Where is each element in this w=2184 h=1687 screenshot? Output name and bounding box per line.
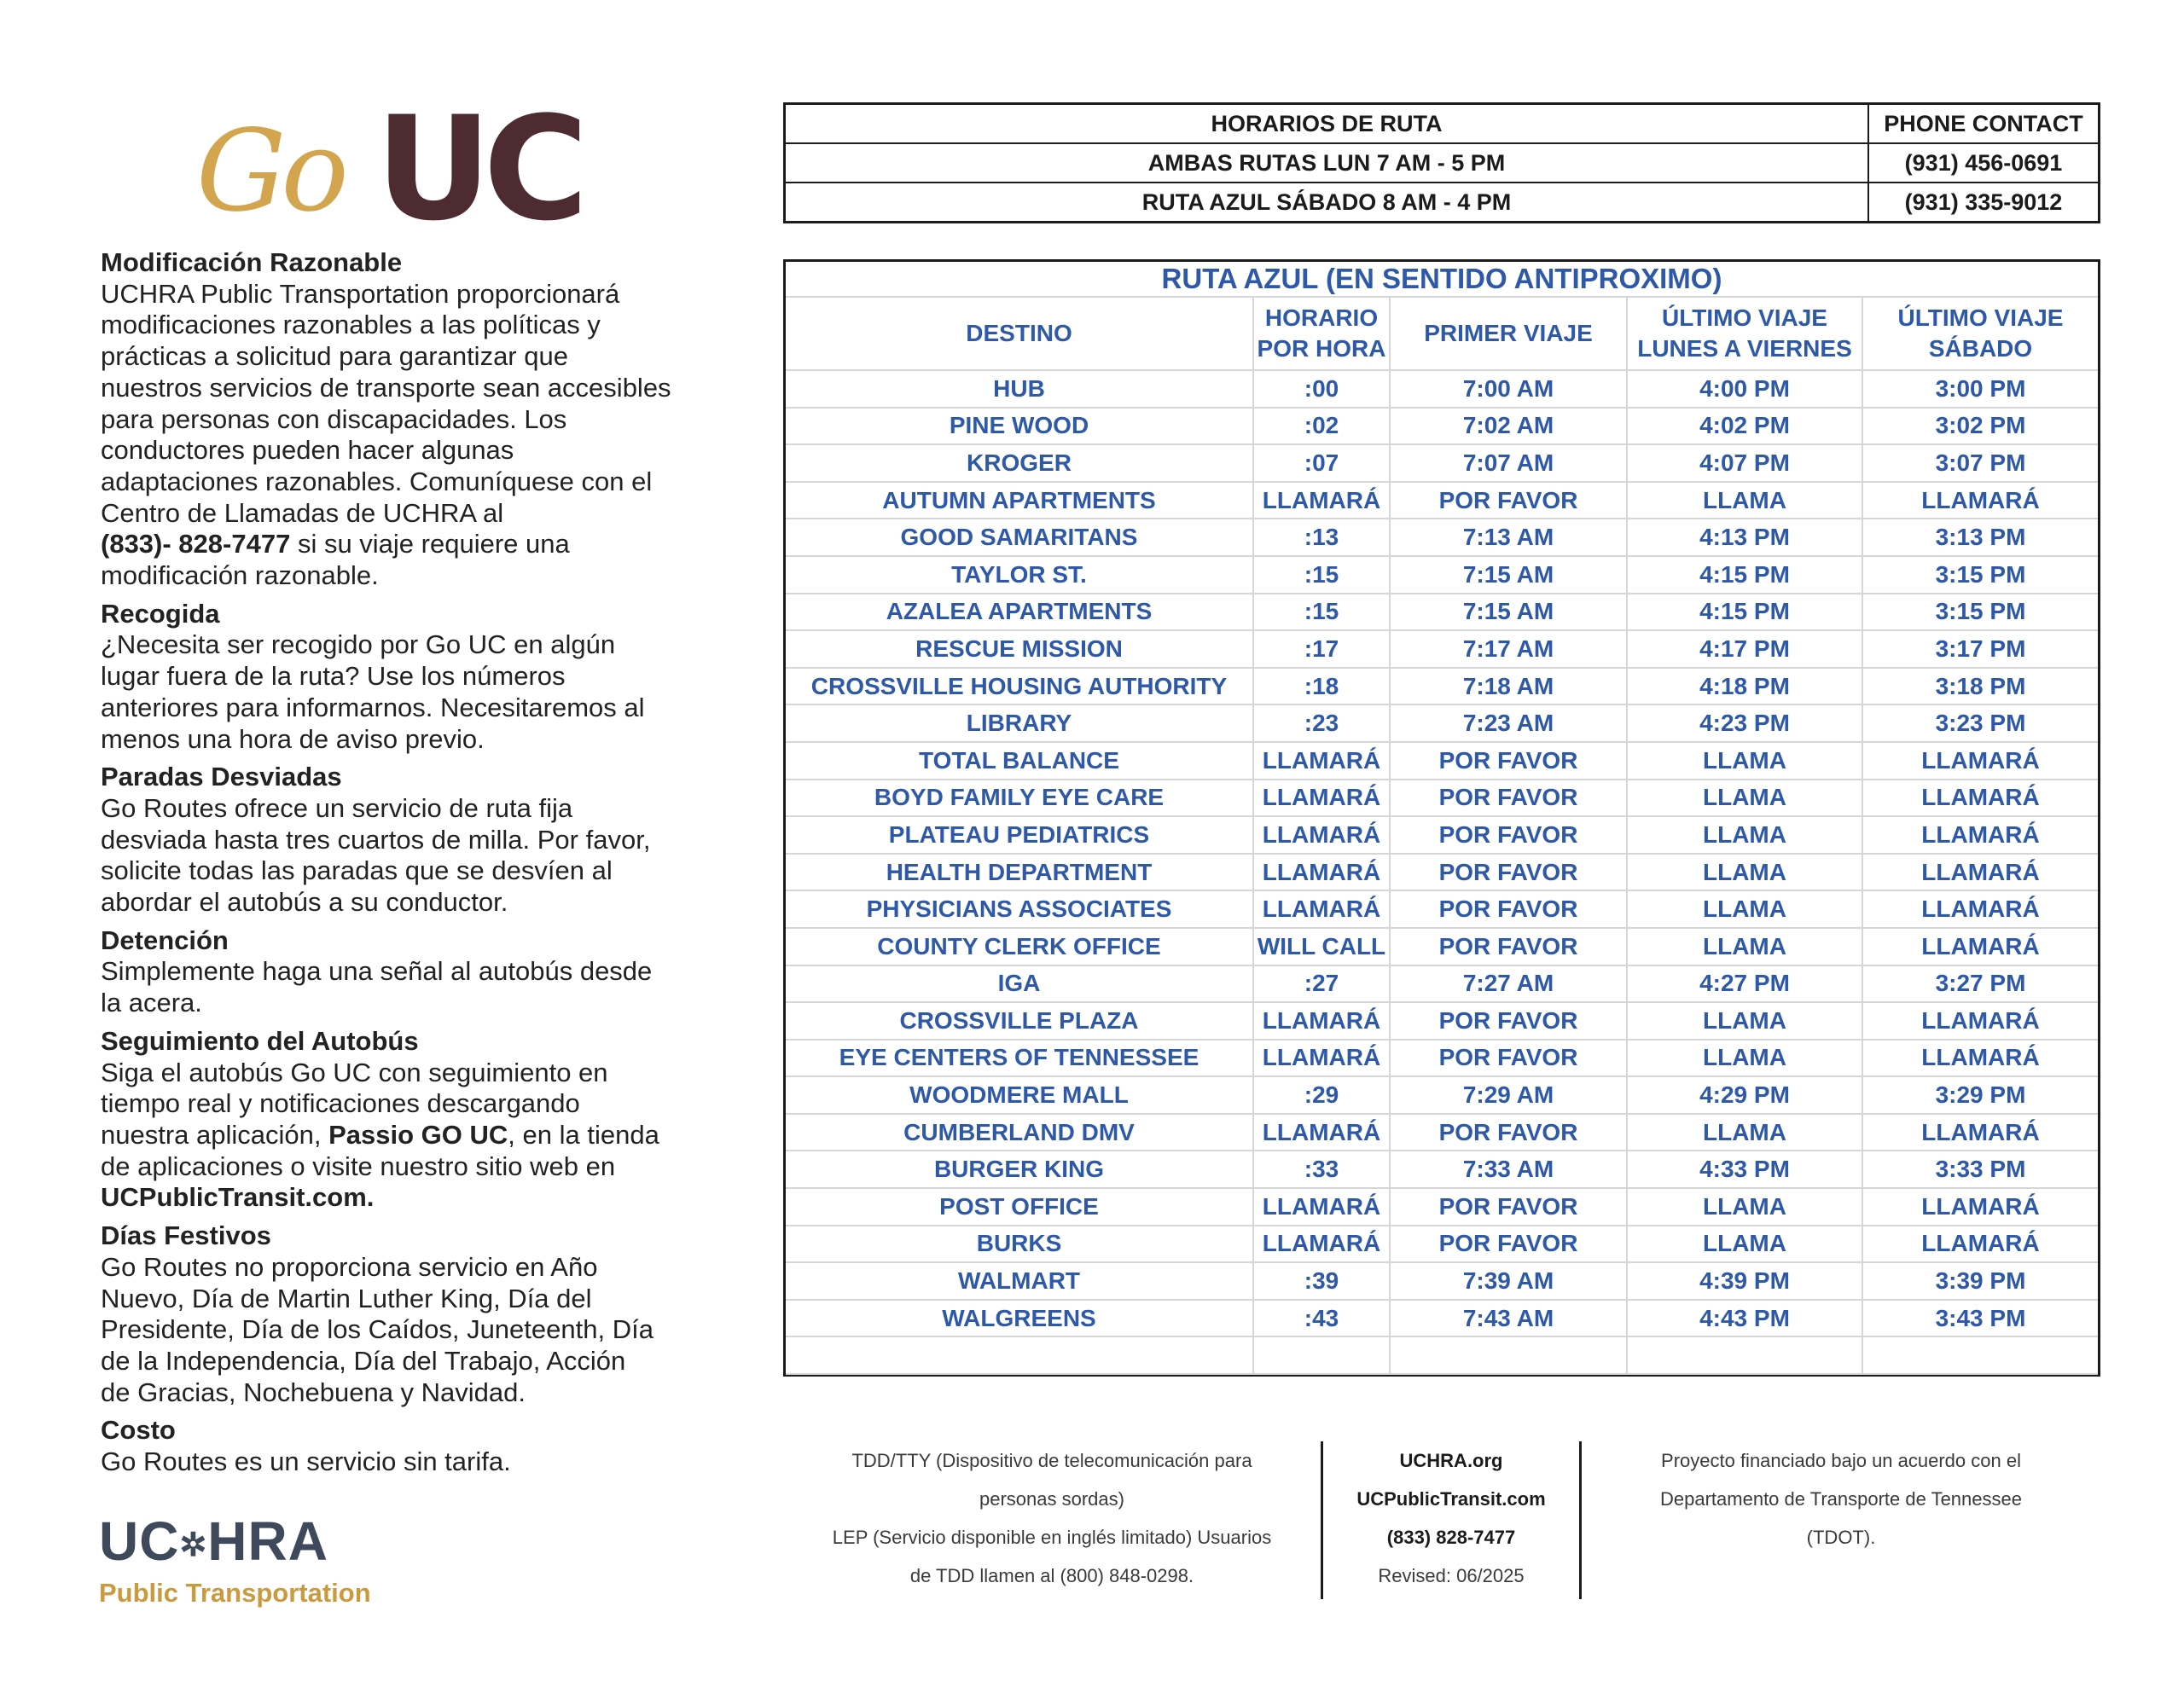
- last-trip-saturday: LLAMARÁ: [1862, 1188, 2098, 1226]
- stop-name: EYE CENTERS OF TENNESSEE: [786, 1040, 1253, 1077]
- stop-name: [786, 1336, 1253, 1374]
- app-name: Passio GO UC: [328, 1119, 508, 1150]
- table-row: [786, 965, 2098, 1003]
- section-line: modificaciones razonables a las políticas y: [101, 310, 601, 340]
- table-row: [786, 668, 2098, 705]
- table-row: [786, 594, 2098, 631]
- section-line: nuestros servicios de transporte sean accesibles: [101, 372, 671, 403]
- route-title: RUTA AZUL (EN SENTIDO ANTIPROXIMO): [786, 262, 2098, 297]
- first-trip: 7:29 AM: [1390, 1076, 1627, 1114]
- stop-name: RESCUE MISSION: [786, 630, 1253, 668]
- last-trip-weekday: 4:00 PM: [1627, 370, 1862, 408]
- first-trip: POR FAVOR: [1390, 890, 1627, 928]
- stop-name: HEALTH DEPARTMENT: [786, 854, 1253, 891]
- route-table-frame: [783, 259, 2100, 1377]
- stop-name: WALGREENS: [786, 1300, 1253, 1337]
- section-line: Simplemente haga una señal al autobús desde: [101, 956, 653, 987]
- footer-contact: [1321, 1441, 1582, 1599]
- transit-website-link[interactable]: UCPublicTransit.com: [1356, 1488, 1546, 1510]
- first-trip: POR FAVOR: [1390, 1114, 1627, 1151]
- last-trip-weekday: 4:43 PM: [1627, 1300, 1862, 1337]
- last-trip-saturday: LLAMARÁ: [1862, 742, 2098, 780]
- section-modificacion: [101, 247, 736, 592]
- hourly-time: :33: [1253, 1151, 1390, 1188]
- last-trip-weekday: LLAMA: [1627, 1002, 1862, 1040]
- table-row: [786, 519, 2098, 556]
- hourly-time: :00: [1253, 370, 1390, 408]
- section-line: adaptaciones razonables. Comuníquese con el: [101, 466, 653, 496]
- hourly-time: LLAMARÁ: [1253, 854, 1390, 891]
- header-line: ÚLTIMO VIAJE: [1897, 304, 2064, 331]
- stop-name: TOTAL BALANCE: [786, 742, 1253, 780]
- stop-name: POST OFFICE: [786, 1188, 1253, 1226]
- section-line: la acera.: [101, 988, 202, 1018]
- stop-name: HUB: [786, 370, 1253, 408]
- last-trip-weekday: 4:15 PM: [1627, 556, 1862, 594]
- table-row: [786, 1188, 2098, 1226]
- route-column-header: [786, 297, 1253, 370]
- route-header-row: [786, 297, 2098, 370]
- hourly-time: LLAMARÁ: [1253, 890, 1390, 928]
- hourly-time: LLAMARÁ: [1253, 482, 1390, 519]
- first-trip: POR FAVOR: [1390, 816, 1627, 854]
- section-line: Nuevo, Día de Martin Luther King, Día del: [101, 1283, 592, 1313]
- table-row: [786, 1076, 2098, 1114]
- first-trip: POR FAVOR: [1390, 482, 1627, 519]
- last-trip-saturday: 3:15 PM: [1862, 556, 2098, 594]
- last-trip-weekday: 4:15 PM: [1627, 594, 1862, 631]
- section-line: Go Routes ofrece un servicio de ruta fija: [101, 792, 573, 823]
- header-line: POR HORA: [1257, 335, 1386, 362]
- first-trip: POR FAVOR: [1390, 1226, 1627, 1263]
- section-line: ¿Necesita ser recogido por Go UC en algún: [101, 629, 616, 660]
- hours-row: [785, 143, 2100, 183]
- section-line: conductores pueden hacer algunas: [101, 435, 514, 466]
- hourly-time: :15: [1253, 594, 1390, 631]
- hourly-time: :43: [1253, 1300, 1390, 1337]
- first-trip: 7:17 AM: [1390, 630, 1627, 668]
- last-trip-weekday: [1627, 1336, 1862, 1374]
- stop-name: PHYSICIANS ASSOCIATES: [786, 890, 1253, 928]
- section-line: Presidente, Día de los Caídos, Juneteenth, Día: [101, 1314, 653, 1345]
- last-trip-weekday: LLAMA: [1627, 1188, 1862, 1226]
- footer-accessibility: [783, 1441, 1321, 1595]
- last-trip-saturday: 3:39 PM: [1862, 1262, 2098, 1300]
- section-heading: Detención: [101, 925, 229, 955]
- last-trip-saturday: LLAMARÁ: [1862, 928, 2098, 965]
- section-line: Go Routes es un servicio sin tarifa.: [101, 1446, 511, 1477]
- last-trip-weekday: LLAMA: [1627, 890, 1862, 928]
- stop-name: WOODMERE MALL: [786, 1076, 1253, 1114]
- section-heading: Costo: [101, 1415, 176, 1446]
- first-trip: 7:27 AM: [1390, 965, 1627, 1003]
- table-row: [786, 630, 2098, 668]
- stop-name: PINE WOOD: [786, 408, 1253, 445]
- first-trip: [1390, 1336, 1627, 1374]
- hourly-time: :27: [1253, 965, 1390, 1003]
- first-trip: 7:13 AM: [1390, 519, 1627, 556]
- first-trip: 7:18 AM: [1390, 668, 1627, 705]
- section-heading: Seguimiento del Autobús: [101, 1025, 419, 1056]
- revised-date: Revised: 06/2025: [1378, 1565, 1525, 1586]
- last-trip-saturday: 3:07 PM: [1862, 444, 2098, 482]
- hourly-time: LLAMARÁ: [1253, 1226, 1390, 1263]
- section-line: [101, 1182, 736, 1214]
- uchra-subtitle: Public Transportation: [99, 1578, 371, 1609]
- footer-line: de TDD llamen al (800) 848-0298.: [909, 1565, 1194, 1586]
- phone-rest: si su viaje requiere una: [290, 529, 570, 559]
- hourly-time: :17: [1253, 630, 1390, 668]
- first-trip: 7:33 AM: [1390, 1151, 1627, 1188]
- section-paradas: [101, 762, 736, 919]
- route-column-header: [1253, 297, 1390, 370]
- footer-line: personas sordas): [979, 1488, 1124, 1510]
- first-trip: POR FAVOR: [1390, 928, 1627, 965]
- last-trip-saturday: LLAMARÁ: [1862, 816, 2098, 854]
- last-trip-saturday: 3:27 PM: [1862, 965, 2098, 1003]
- last-trip-saturday: 3:29 PM: [1862, 1076, 2098, 1114]
- last-trip-weekday: LLAMA: [1627, 1226, 1862, 1263]
- table-row: [786, 704, 2098, 742]
- stop-name: TAYLOR ST.: [786, 556, 1253, 594]
- hourly-time: :07: [1253, 444, 1390, 482]
- last-trip-weekday: 4:02 PM: [1627, 408, 1862, 445]
- hourly-time: LLAMARÁ: [1253, 1002, 1390, 1040]
- section-heading: Recogida: [101, 598, 220, 629]
- last-trip-weekday: 4:17 PM: [1627, 630, 1862, 668]
- hours-label: RUTA AZUL SÁBADO 8 AM - 4 PM: [785, 183, 1869, 223]
- footer-line: LEP (Servicio disponible en inglés limitado) Usuarios: [832, 1527, 1272, 1548]
- hourly-time: :02: [1253, 408, 1390, 445]
- section-line: de Gracias, Nochebuena y Navidad.: [101, 1377, 526, 1407]
- header-line: DESTINO: [966, 320, 1072, 346]
- first-trip: POR FAVOR: [1390, 1188, 1627, 1226]
- route-column-header: [1862, 297, 2098, 370]
- uchra-left: UC: [99, 1510, 180, 1572]
- call-center-phone: (833)- 828-7477: [101, 529, 291, 559]
- table-row: [786, 556, 2098, 594]
- last-trip-weekday: LLAMA: [1627, 742, 1862, 780]
- first-trip: 7:23 AM: [1390, 704, 1627, 742]
- table-row: [786, 1300, 2098, 1337]
- last-trip-saturday: [1862, 1336, 2098, 1374]
- first-trip: 7:07 AM: [1390, 444, 1627, 482]
- first-trip: 7:00 AM: [1390, 370, 1627, 408]
- section-line: UCHRA Public Transportation proporcionará: [101, 278, 620, 309]
- last-trip-saturday: LLAMARÁ: [1862, 780, 2098, 817]
- info-column: [101, 247, 736, 1485]
- last-trip-saturday: 3:13 PM: [1862, 519, 2098, 556]
- section-line: para personas con discapacidades. Los: [101, 403, 567, 434]
- app-post: , en la tienda: [508, 1119, 659, 1150]
- hourly-time: LLAMARÁ: [1253, 780, 1390, 817]
- footer-line: Departamento de Transporte de Tennessee: [1660, 1488, 2022, 1510]
- section-line: anteriores para informarnos. Necesitaremos al: [101, 692, 645, 722]
- website-link[interactable]: UCPublicTransit.com.: [101, 1182, 375, 1213]
- stop-name: PLATEAU PEDIATRICS: [786, 816, 1253, 854]
- last-trip-weekday: 4:18 PM: [1627, 668, 1862, 705]
- last-trip-saturday: 3:33 PM: [1862, 1151, 2098, 1188]
- stop-name: KROGER: [786, 444, 1253, 482]
- section-line: de la Independencia, Día del Trabajo, Acción: [101, 1345, 626, 1376]
- section-heading: Paradas Desviadas: [101, 762, 342, 792]
- hourly-time: [1253, 1336, 1390, 1374]
- last-trip-saturday: 3:43 PM: [1862, 1300, 2098, 1337]
- last-trip-weekday: LLAMA: [1627, 816, 1862, 854]
- table-row: [786, 482, 2098, 519]
- first-trip: POR FAVOR: [1390, 1002, 1627, 1040]
- section-line: tiempo real y notificaciones descargando: [101, 1088, 580, 1119]
- section-heading: Modificación Razonable: [101, 247, 403, 277]
- last-trip-weekday: 4:27 PM: [1627, 965, 1862, 1003]
- hours-table: [783, 102, 2100, 223]
- last-trip-weekday: 4:29 PM: [1627, 1076, 1862, 1114]
- hourly-time: :23: [1253, 704, 1390, 742]
- route-body: [786, 370, 2098, 1374]
- last-trip-saturday: LLAMARÁ: [1862, 1114, 2098, 1151]
- table-row: [786, 1040, 2098, 1077]
- last-trip-saturday: LLAMARÁ: [1862, 1040, 2098, 1077]
- table-row: [786, 890, 2098, 928]
- section-costo: [101, 1415, 736, 1477]
- route-column-header: [1390, 297, 1627, 370]
- uchra-right: HRA: [207, 1510, 328, 1572]
- uchra-website-link[interactable]: UCHRA.org: [1399, 1450, 1503, 1471]
- last-trip-saturday: LLAMARÁ: [1862, 482, 2098, 519]
- section-seguimiento: [101, 1026, 736, 1214]
- hourly-time: LLAMARÁ: [1253, 1040, 1390, 1077]
- logo-go-text: Go: [196, 106, 344, 237]
- logo-uc-text: UC: [375, 85, 580, 252]
- last-trip-weekday: LLAMA: [1627, 928, 1862, 965]
- section-festivos: [101, 1220, 736, 1408]
- hourly-time: LLAMARÁ: [1253, 1114, 1390, 1151]
- first-trip: 7:39 AM: [1390, 1262, 1627, 1300]
- section-line: lugar fuera de la ruta? Use los números: [101, 661, 566, 692]
- last-trip-saturday: 3:15 PM: [1862, 594, 2098, 631]
- table-row: [786, 928, 2098, 965]
- section-recogida: [101, 599, 736, 756]
- header-line: ÚLTIMO VIAJE: [1662, 304, 1827, 331]
- phone-number[interactable]: (931) 456-0691: [1868, 143, 2100, 183]
- route-column-header: [1627, 297, 1862, 370]
- last-trip-saturday: LLAMARÁ: [1862, 1002, 2098, 1040]
- last-trip-weekday: LLAMA: [1627, 482, 1862, 519]
- hourly-time: :29: [1253, 1076, 1390, 1114]
- star-icon: ✲: [179, 1528, 208, 1564]
- route-table: [786, 262, 2098, 1375]
- last-trip-weekday: LLAMA: [1627, 780, 1862, 817]
- table-row: [786, 1002, 2098, 1040]
- hourly-time: :13: [1253, 519, 1390, 556]
- hourly-time: LLAMARÁ: [1253, 1188, 1390, 1226]
- section-line: [101, 529, 736, 560]
- hours-row: [785, 183, 2100, 223]
- first-trip: POR FAVOR: [1390, 780, 1627, 817]
- footer-phone[interactable]: (833) 828-7477: [1386, 1527, 1516, 1548]
- app-pre: nuestra aplicación,: [101, 1119, 329, 1150]
- table-row: [786, 854, 2098, 891]
- table-row: [786, 1151, 2098, 1188]
- first-trip: 7:15 AM: [1390, 556, 1627, 594]
- footer-line: Proyecto financiado bajo un acuerdo con el: [1661, 1450, 2021, 1471]
- stop-name: BOYD FAMILY EYE CARE: [786, 780, 1253, 817]
- section-line: modificación razonable.: [101, 560, 379, 591]
- footer: [783, 1441, 2100, 1612]
- stop-name: BURKS: [786, 1226, 1253, 1263]
- first-trip: 7:02 AM: [1390, 408, 1627, 445]
- stop-name: CUMBERLAND DMV: [786, 1114, 1253, 1151]
- footer-line: (TDOT).: [1806, 1527, 1876, 1548]
- section-line: menos una hora de aviso previo.: [101, 723, 485, 754]
- stop-name: CROSSVILLE PLAZA: [786, 1002, 1253, 1040]
- header-line: HORARIO: [1264, 304, 1379, 331]
- footer-funding: [1582, 1441, 2100, 1557]
- stop-name: AUTUMN APARTMENTS: [786, 482, 1253, 519]
- header-line: PRIMER VIAJE: [1424, 320, 1593, 346]
- stop-name: CROSSVILLE HOUSING AUTHORITY: [786, 668, 1253, 705]
- table-row: [786, 1114, 2098, 1151]
- section-line: desviada hasta tres cuartos de milla. Por favor,: [101, 824, 651, 855]
- last-trip-saturday: 3:00 PM: [1862, 370, 2098, 408]
- hourly-time: WILL CALL: [1253, 928, 1390, 965]
- footer-line: TDD/TTY (Dispositivo de telecomunicación para: [851, 1450, 1252, 1471]
- stop-name: BURGER KING: [786, 1151, 1253, 1188]
- table-row: [786, 780, 2098, 817]
- section-line: de aplicaciones o visite nuestro sitio web en: [101, 1151, 616, 1181]
- hourly-time: :18: [1253, 668, 1390, 705]
- section-line: solicite todas las paradas que se desvíen al: [101, 855, 613, 886]
- first-trip: 7:15 AM: [1390, 594, 1627, 631]
- hours-header-row: [785, 104, 2100, 144]
- hourly-time: LLAMARÁ: [1253, 742, 1390, 780]
- table-row: [786, 1336, 2098, 1374]
- stop-name: LIBRARY: [786, 704, 1253, 742]
- table-row: [786, 816, 2098, 854]
- last-trip-weekday: LLAMA: [1627, 1114, 1862, 1151]
- hours-header: HORARIOS DE RUTA: [785, 104, 1869, 144]
- hourly-time: :15: [1253, 556, 1390, 594]
- section-line: prácticas a solicitud para garantizar que: [101, 341, 568, 372]
- table-row: [786, 408, 2098, 445]
- section-line: Centro de Llamadas de UCHRA al: [101, 497, 504, 528]
- last-trip-saturday: 3:02 PM: [1862, 408, 2098, 445]
- first-trip: 7:43 AM: [1390, 1300, 1627, 1337]
- last-trip-weekday: LLAMA: [1627, 1040, 1862, 1077]
- phone-header: PHONE CONTACT: [1868, 104, 2100, 144]
- stop-name: WALMART: [786, 1262, 1253, 1300]
- last-trip-weekday: 4:13 PM: [1627, 519, 1862, 556]
- route-title-row: [786, 262, 2098, 297]
- first-trip: POR FAVOR: [1390, 742, 1627, 780]
- hourly-time: :39: [1253, 1262, 1390, 1300]
- first-trip: POR FAVOR: [1390, 854, 1627, 891]
- last-trip-weekday: LLAMA: [1627, 854, 1862, 891]
- stop-name: IGA: [786, 965, 1253, 1003]
- header-line: SÁBADO: [1928, 335, 2033, 362]
- table-row: [786, 1262, 2098, 1300]
- section-heading: Días Festivos: [101, 1220, 271, 1251]
- last-trip-weekday: 4:39 PM: [1627, 1262, 1862, 1300]
- last-trip-saturday: LLAMARÁ: [1862, 1226, 2098, 1263]
- table-row: [786, 370, 2098, 408]
- header-line: LUNES A VIERNES: [1637, 335, 1852, 362]
- table-row: [786, 444, 2098, 482]
- section-line: Go Routes no proporciona servicio en Año: [101, 1251, 598, 1282]
- section-line: abordar el autobús a su conductor.: [101, 887, 508, 918]
- phone-number[interactable]: (931) 335-9012: [1868, 183, 2100, 223]
- last-trip-saturday: LLAMARÁ: [1862, 890, 2098, 928]
- last-trip-weekday: 4:23 PM: [1627, 704, 1862, 742]
- table-row: [786, 742, 2098, 780]
- uchra-logo: [99, 1510, 371, 1609]
- hours-label: AMBAS RUTAS LUN 7 AM - 5 PM: [785, 143, 1869, 183]
- hourly-time: LLAMARÁ: [1253, 816, 1390, 854]
- last-trip-saturday: LLAMARÁ: [1862, 854, 2098, 891]
- stop-name: COUNTY CLERK OFFICE: [786, 928, 1253, 965]
- last-trip-saturday: 3:17 PM: [1862, 630, 2098, 668]
- last-trip-weekday: 4:33 PM: [1627, 1151, 1862, 1188]
- stop-name: GOOD SAMARITANS: [786, 519, 1253, 556]
- stop-name: AZALEA APARTMENTS: [786, 594, 1253, 631]
- last-trip-saturday: 3:18 PM: [1862, 668, 2098, 705]
- section-line: [101, 1120, 736, 1151]
- last-trip-weekday: 4:07 PM: [1627, 444, 1862, 482]
- section-detencion: [101, 925, 736, 1019]
- table-row: [786, 1226, 2098, 1263]
- last-trip-saturday: 3:23 PM: [1862, 704, 2098, 742]
- section-line: Siga el autobús Go UC con seguimiento en: [101, 1057, 608, 1087]
- first-trip: POR FAVOR: [1390, 1040, 1627, 1077]
